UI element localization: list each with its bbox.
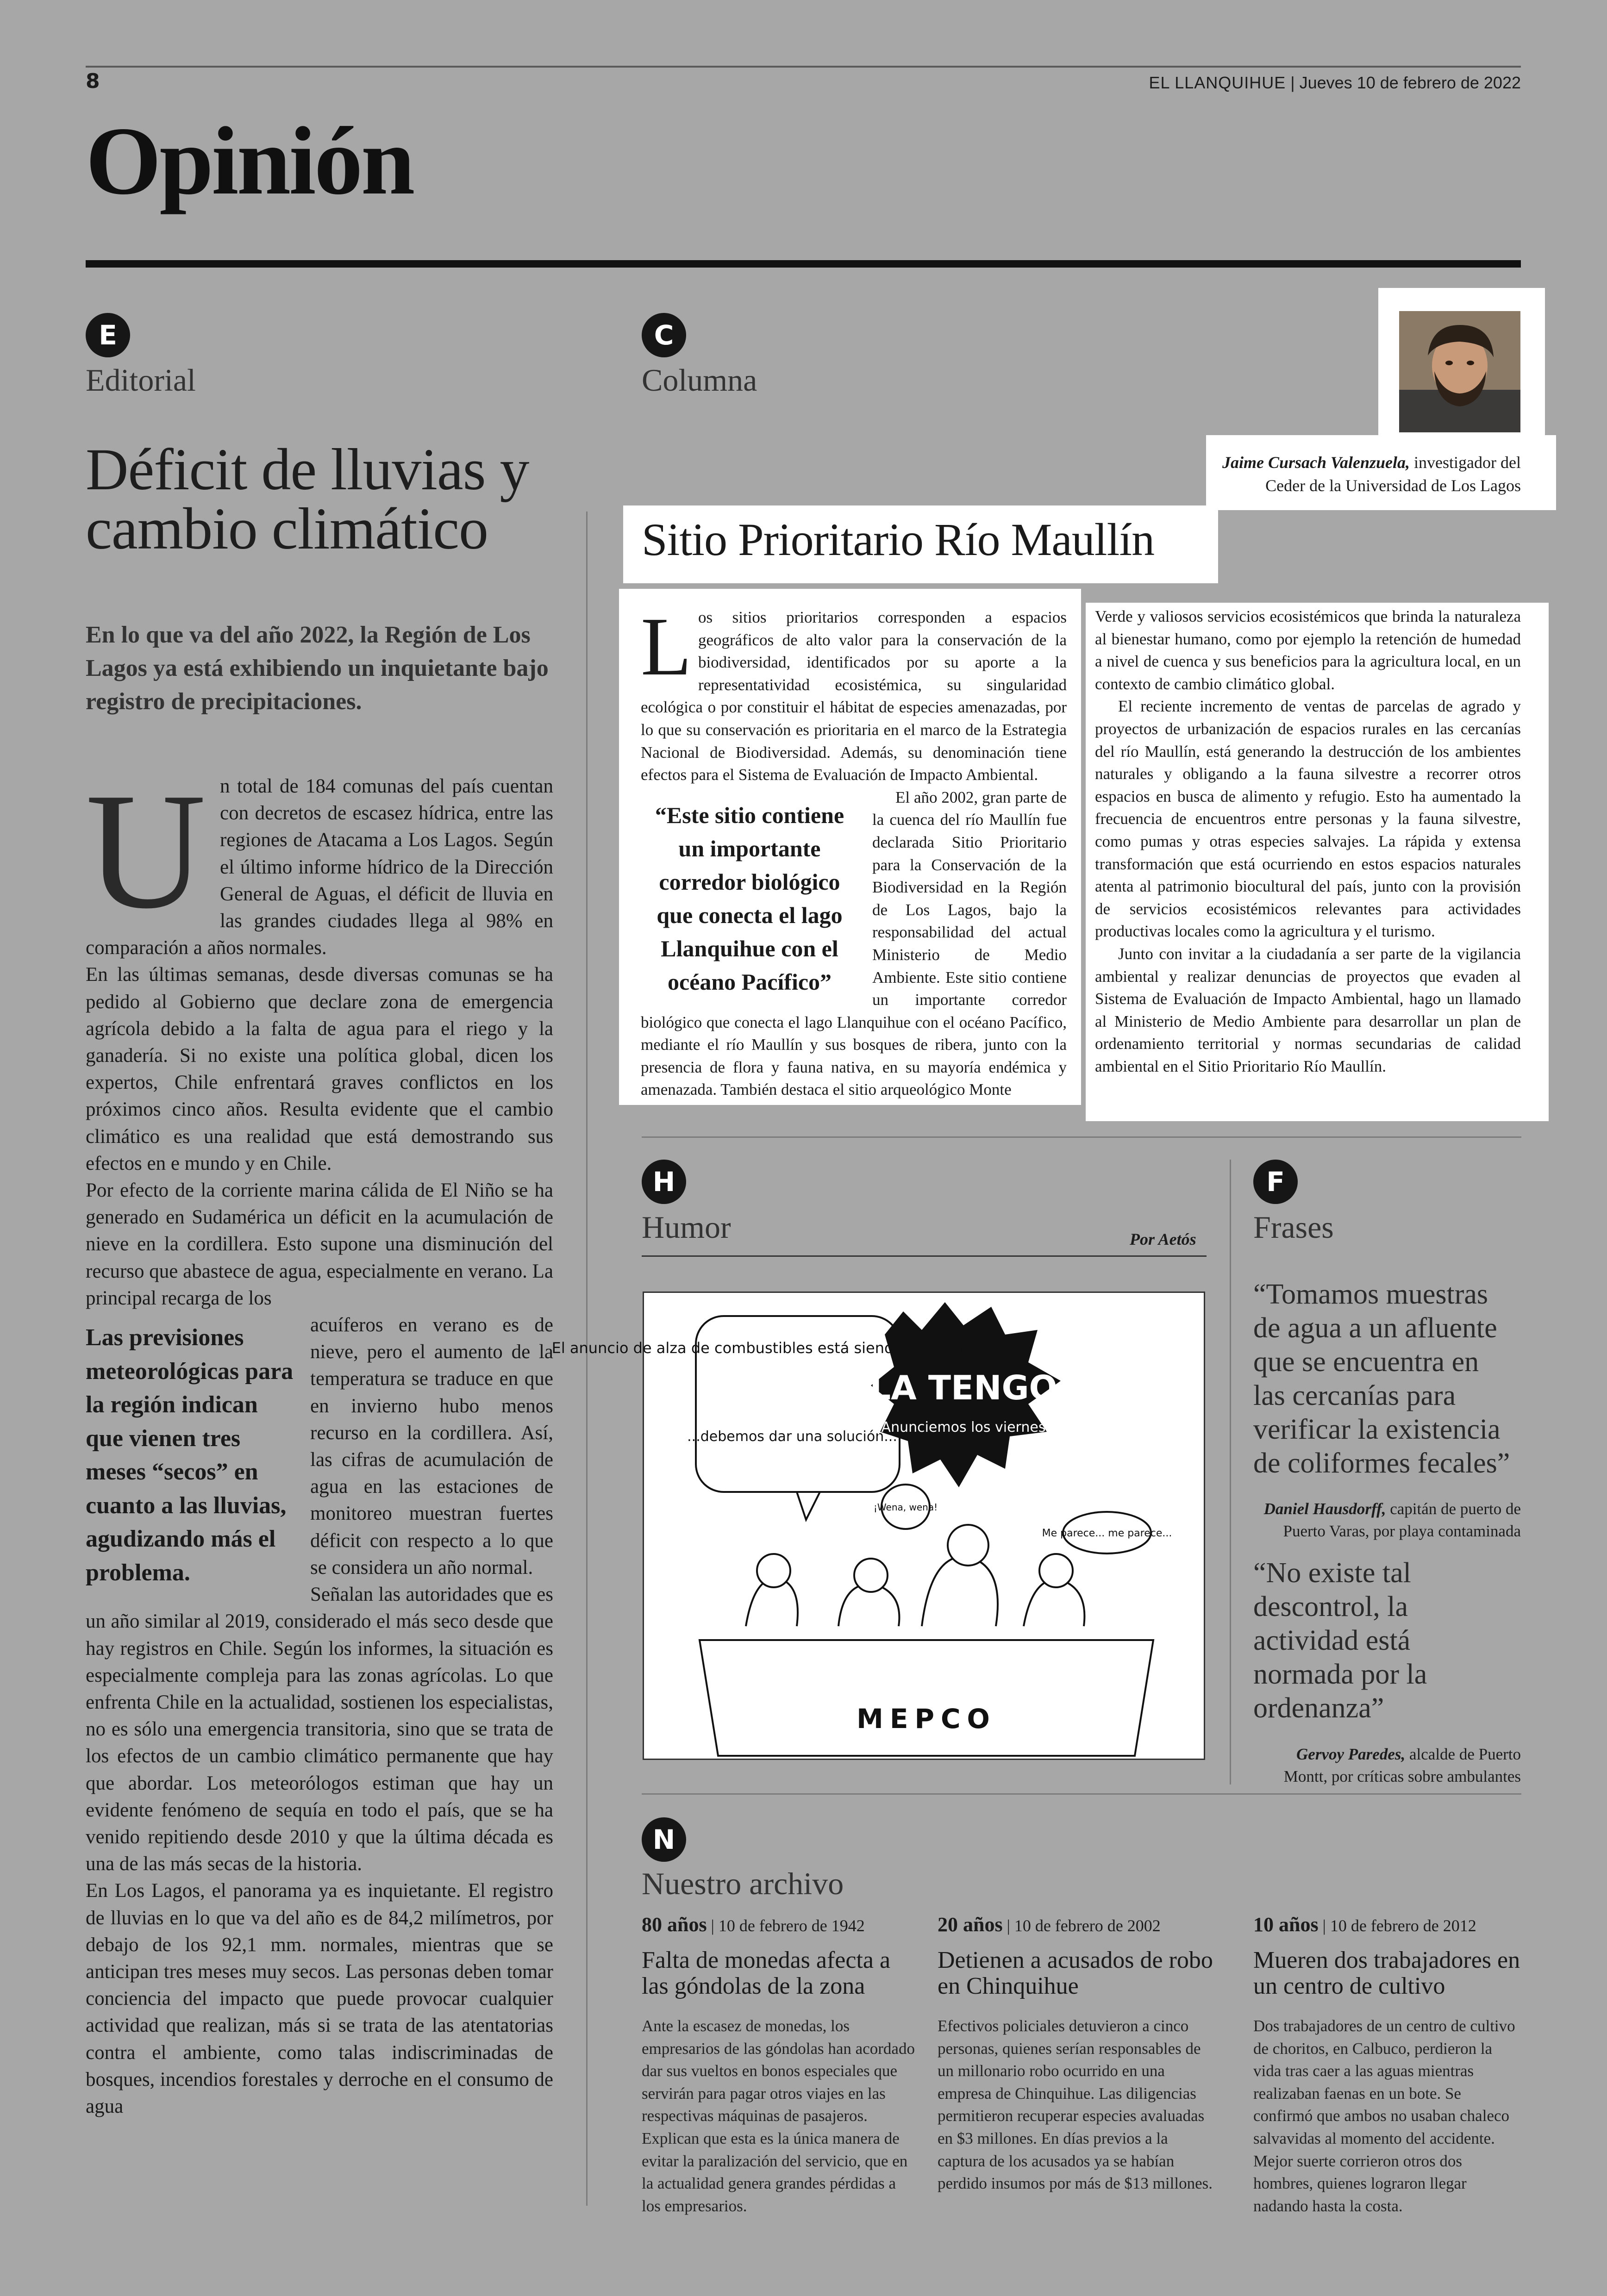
- section-title: Opinión: [86, 107, 413, 215]
- archive-date: 10 de febrero de 2012: [1330, 1916, 1476, 1935]
- archive-years: 80 años: [642, 1913, 707, 1936]
- editorial-dropcap: U: [86, 758, 206, 943]
- humor-rule: [642, 1255, 1207, 1257]
- cartoon-bubble-1b: ...debemos dar una solución...: [687, 1429, 897, 1445]
- cartoon-bubble-1: El anuncio de alza de combustibles está siendo muy impopular...: [551, 1339, 1033, 1357]
- column-paragraph: Junto con invitar a la ciudadanía a ser parte de la vigilancia ambiental y realizar denuncias de proyectos que evaden al Sistema de Evaluación de Impacto Ambiental, hago un llamado al Ministerio de Medio Ambiente para desarrollar un plan de ordenamiento territorial y normas secundarias de calidad ambiental en el Sitio Prioritario Río Maullín.: [1095, 944, 1521, 1075]
- masthead-separator: |: [1290, 73, 1300, 92]
- top-rule: [86, 66, 1521, 68]
- masthead: [1149, 73, 1521, 93]
- humor-kicker: Humor: [642, 1210, 731, 1245]
- archive-item: [642, 1913, 917, 2217]
- frases-kicker: Frases: [1253, 1210, 1334, 1245]
- editorial-paragraph: Por efecto de la corriente marina cálida de El Niño se ha generado en Sudamérica un déficit en la acumulación de nieve en la cordillera. Esto supone una disminución del recurso que abastece de agua, especialmente en verano. La principal recarga de los: [86, 1179, 553, 1309]
- editorial-paragraph: En las últimas semanas, desde diversas comunas se ha pedido al Gobierno que declare zona de emergencia agrícola debido a la falta de agua para el riego y la ganadería. Si no existe una política global, dicen los expertos, Chile enfrentará graves conflictos en los próximos cinco años. Resulta evidente que el cambio climático es una realidad que está demostrando sus efectos en e mundo y en Chile.: [86, 964, 553, 1174]
- archive-item: [938, 1913, 1213, 2195]
- section-divider: [642, 1793, 1521, 1795]
- author-photo: [1399, 311, 1520, 432]
- archive-body: Dos trabajadores de un centro de cultivo de choritos, en Calbuco, perdieron la vida tras caer a las aguas mientras realizaban faenas en un bote. Se confirmó que ambos no usaban chaleco salvavidas al momento del accidente. Mejor suerte corrieron otros dos hombres, quienes lograron llegar nadando hasta la costa.: [1253, 2017, 1515, 2215]
- cartoon-splash-title: LA TENGO: [869, 1368, 1057, 1407]
- frase-role: capitán de puerto de Puerto Varas, por playa contaminada: [1283, 1500, 1521, 1540]
- frase-name: Daniel Hausdorff,: [1263, 1500, 1386, 1518]
- humor-byline: Por Aetós: [1130, 1230, 1196, 1248]
- editorial-paragraph: En Los Lagos, el panorama ya es inquietante. El registro de lluvias en lo que va del año es de 84,2 milímetros, por debajo de los 92,1 mm. normales, mientras que se anticipan tres meses muy secos. Las personas deben tomar conciencia del impacto que puede provocar cualquier actividad que realizan, más si se trata de las atentatorias contra el ambiente, como talas indiscriminadas de bosques, incendios forestales y derroche en el consumo de agua: [86, 1880, 553, 2117]
- cartoon-bubble-2: ¡Wena, wena!: [873, 1502, 938, 1513]
- editorial-paragraph: n total de 184 comunas del país cuentan con decretos de escasez hídrica, entre las regiones de Atacama a Los Lagos. Según el último informe hídrico de la Dirección General de Aguas, el déficit de lluvia en las grandes ciudades llega al 98% en comparación a años normales.: [86, 775, 553, 959]
- archive-body: Ante la escasez de monedas, los empresarios de las góndolas han acordado dar sus vueltos en bonos especiales que servirán para pagar otros viajes en las respectivas máquinas de pasajeros. Explican que esta es la única manera de evitar la paralización del servicio, que en la actualidad genera grandes pérdidas a los empresarios.: [642, 2017, 915, 2215]
- publication-name: EL LLANQUIHUE: [1149, 73, 1286, 92]
- author-portrait-icon: [1399, 311, 1520, 432]
- archive-headline: Mueren dos trabajadores en un centro de cultivo: [1253, 1947, 1520, 1999]
- editorial-pullquote: Las previsiones meteorológicas para la región indican que vienen tres meses “secos” en cuanto a las lluvias, agudizando más el problema.: [86, 1324, 294, 1586]
- archive-years: 10 años: [1253, 1913, 1319, 1936]
- cartoon-bubble-3: Me parece... me parece...: [1042, 1528, 1172, 1539]
- archive-headline: Falta de monedas afecta a las góndolas de la zona: [642, 1947, 891, 1999]
- cartoon-drawing-icon: [551, 1293, 1207, 1761]
- editorial-body: [86, 758, 553, 2120]
- editorial-headline: Déficit de lluvias y cambio climático: [86, 437, 529, 562]
- editorial-paragraph: Señalan las autoridades que es un año similar al 2019, considerado el más seco desde que hay registros en Chile. Según los informes, la situación es especialmente compleja para las zonas agrícolas. Lo que enfrenta Chile en la actualidad, sostienen los especialistas, no es sólo una emergencia transitoria, sino que se trata de los efectos de un cambio climático permanente que hay que abordar. Los meteorólogos estiman que hay un evidente fenómeno de sequía en todo el país, que se ha venido repitiendo desde 2010 y que la última década es una de las más secas de la historia.: [86, 1584, 553, 1875]
- column-dropcap: L: [641, 600, 692, 693]
- section-rule: [86, 260, 1521, 268]
- frases-divider: [1230, 1160, 1231, 1784]
- frase-attribution: [1252, 1498, 1521, 1542]
- editorial-badge: E: [86, 313, 130, 357]
- column-divider: [586, 512, 588, 2206]
- archive-kicker: Nuestro archivo: [642, 1866, 844, 1901]
- column-paragraph: El año 2002, gran parte de la cuenca del río Maullín fue declarada Sitio Prioritario para la Conservación de la Biodiversidad en la Región de Los Lagos, bajo la responsabilidad del actual Ministerio de Medio Ambiente. Este sitio contiene un importante corredor biológico que conecta el lago Llanquihue con el océano Pacífico, mediante el río Maullín y sus bosques de ribera, junto con la presencia de flora y fauna nativa, en su mayoría endémica y amenazada. También destaca el sitio arqueológico Monte: [641, 788, 1067, 1099]
- editorial-lead: En lo que va del año 2022, la Región de Los Lagos ya está exhibiendo un inquietante bajo registro de precipitaciones.: [86, 622, 549, 715]
- frase-quote: “Tomamos muestras de agua a un afluente que se encuentra en las cercanías para verificar la existencia de coliformes fecales”: [1253, 1279, 1510, 1479]
- column-paragraph: os sitios prioritarios corresponden a espacios geográficos de alto valor para la conservación de la biodiversidad, identificados por su aporte a la representatividad ecosistémica, su singularidad ecológica o por constituir el hábitat de especies amenazadas, por lo que su conservación es prioritaria en el marco de la Estrategia Nacional de Biodiversidad. Además, su denominación tiene efectos para el Sistema de Evaluación de Impacto Ambiental.: [641, 608, 1067, 784]
- frases-badge: F: [1253, 1160, 1298, 1204]
- archive-badge: N: [642, 1817, 686, 1862]
- column-title: Sitio Prioritario Río Maullín: [642, 514, 1155, 565]
- archive-meta: 10 años | 10 de febrero de 2012: [1253, 1913, 1476, 1936]
- column-body-right: [1095, 605, 1521, 1078]
- author-name: Jaime Cursach Valenzuela,: [1222, 453, 1410, 472]
- archive-body: Efectivos policiales detuvieron a cinco personas, quienes serían responsables de un millonario robo ocurrido en una empresa de Chinquihue. Las diligencias permitieron recuperar especies avaluadas en $3 millones. En días previos a la captura de los acusados ya se habían perdido insumos por más de $13 millones.: [938, 2017, 1213, 2193]
- archive-meta: 20 años | 10 de febrero de 2002: [938, 1913, 1161, 1936]
- section-divider: [642, 1136, 1521, 1138]
- author-caption: [1211, 451, 1521, 497]
- archive-meta: 80 años | 10 de febrero de 1942: [642, 1913, 865, 1936]
- column-paragraph: El reciente incremento de ventas de parcelas de agrado y proyectos de urbanización de espacios rurales en las cercanías del río Maullín, está generando la destrucción de los ambientes naturales y obligando a la fauna silvestre a recorrer otros espacios en busca de alimento y refugio. Esto ha aumentado la frecuencia de encuentros entre personas y la fauna silvestre, como pumas y otras especies salvajes. La rápida y extensa transformación que está ocurriendo en estos espacios naturales atenta al patrimonio biocultural del país, junto con la provisión de servicios ecosistémicos relevantes para actividades productivas locales como la agricultura y el turismo.: [1095, 697, 1521, 941]
- cartoon-splash-sub: ¡Anunciemos los viernes!: [875, 1419, 1051, 1435]
- editorial-paragraph: acuíferos en verano es de nieve, pero el aumento de la temperatura se traduce en que en invierno hubo menos recurso en la cordillera. Así, las cifras de acumulación de agua en las estaciones de monitoreo muestran fuertes déficit con respecto a lo que se considera un año normal.: [310, 1314, 553, 1578]
- column-paragraph: Verde y valiosos servicios ecosistémicos que brinda la naturaleza al bienestar humano, como por ejemplo la retención de humedad a nivel de cuenca y sus beneficios para la agricultura local, en un contexto de cambio climático global.: [1095, 607, 1521, 693]
- page-number: 8: [86, 69, 100, 93]
- author-role: investigador del Ceder de la Universidad de Los Lagos: [1265, 453, 1521, 495]
- publication-date: Jueves 10 de febrero de 2022: [1299, 73, 1521, 92]
- column-badge: C: [642, 313, 686, 357]
- archive-headline: Detienen a acusados de robo en Chinquihue: [938, 1947, 1213, 1999]
- archive-item: [1253, 1913, 1522, 2217]
- cartoon: [551, 1292, 1205, 1760]
- column-kicker: Columna: [642, 362, 757, 398]
- frase-quote: “No existe tal descontrol, la actividad está normada por la ordenanza”: [1253, 1557, 1427, 1724]
- frase-name: Gervoy Paredes,: [1296, 1745, 1406, 1763]
- humor-badge: H: [642, 1160, 686, 1204]
- column-pullquote: “Este sitio contiene un importante corredor biológico que conecta el lago Llanquihue con el océano Pacífico”: [655, 802, 844, 995]
- archive-date: 10 de febrero de 1942: [718, 1916, 865, 1935]
- column-body-left: [641, 600, 1067, 1101]
- frase-role: alcalde de Puerto Montt, por críticas sobre ambulantes: [1283, 1745, 1521, 1785]
- cartoon-table-label: MEPCO: [857, 1703, 996, 1734]
- frase-attribution: [1252, 1743, 1521, 1788]
- archive-years: 20 años: [938, 1913, 1003, 1936]
- archive-date: 10 de febrero de 2002: [1014, 1916, 1161, 1935]
- editorial-kicker: Editorial: [86, 362, 196, 398]
